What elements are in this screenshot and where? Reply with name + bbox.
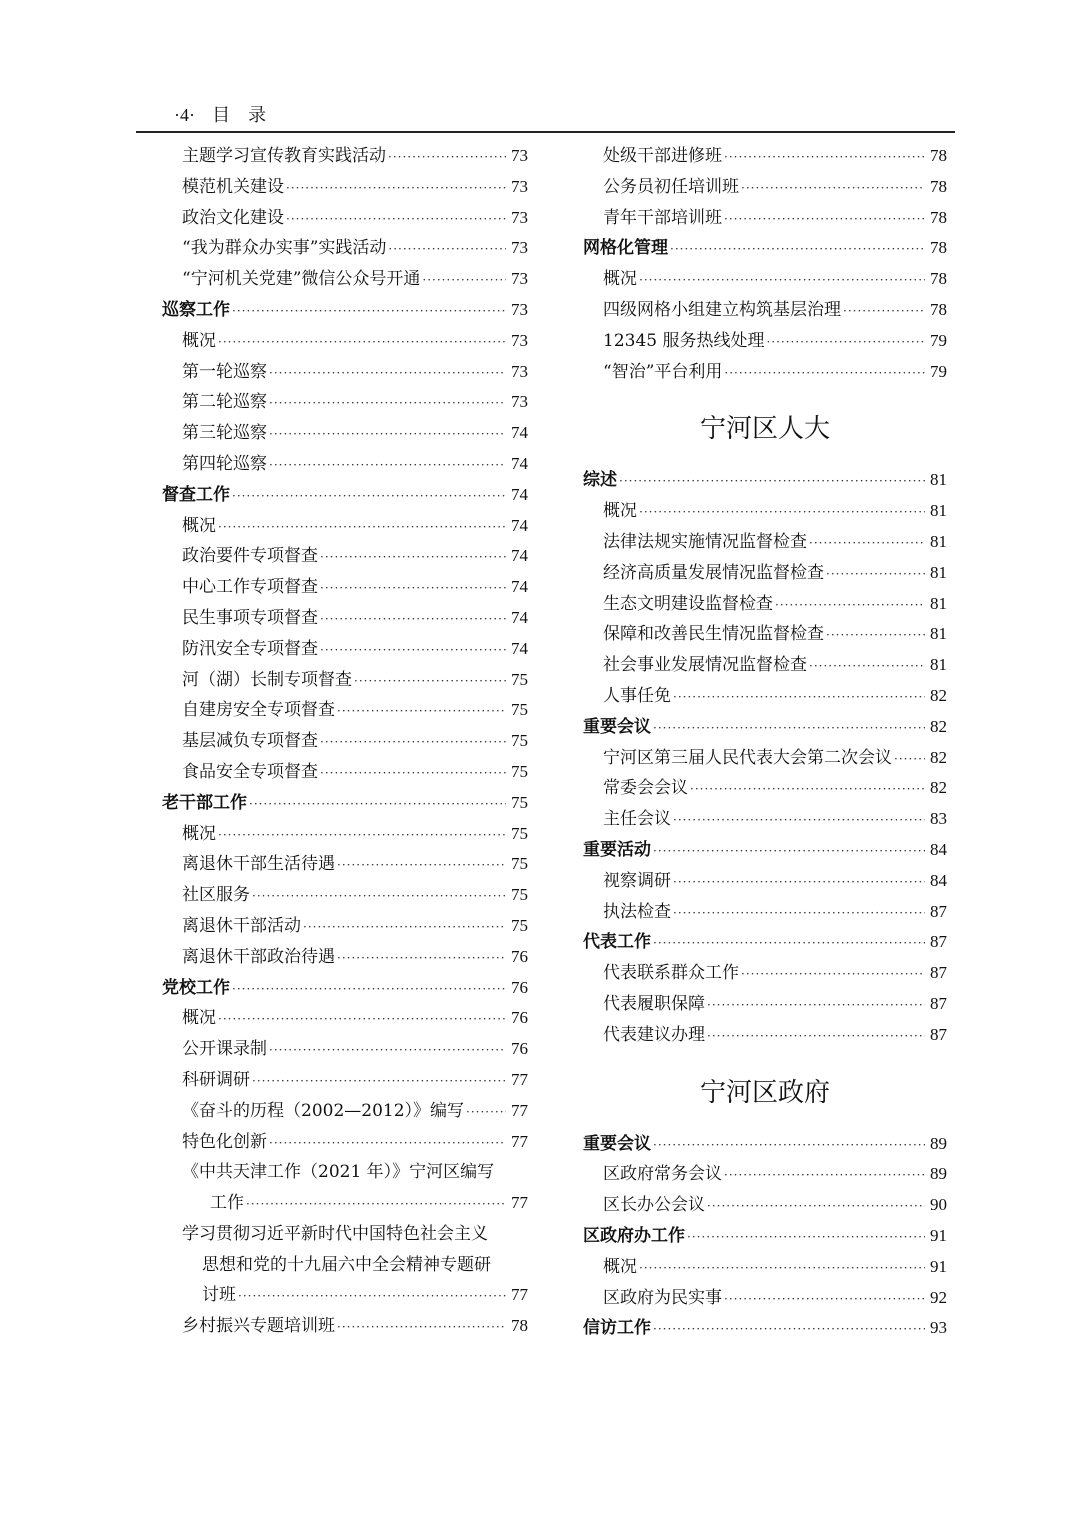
toc-page-number: 81 — [930, 655, 947, 675]
toc-entry-title: 离退休干部活动 — [182, 915, 301, 936]
toc-page-number: 73 — [511, 207, 528, 227]
toc-section-entry — [162, 788, 528, 819]
toc-entry-title: 区长办公会议 — [603, 1195, 705, 1216]
toc-leader-dots — [639, 497, 925, 528]
page-title: 目 录 — [212, 105, 267, 126]
toc-entry — [162, 1219, 528, 1250]
toc-page-number: 90 — [930, 1195, 947, 1215]
toc-entry — [583, 1020, 947, 1051]
toc-page-number: 75 — [511, 700, 528, 720]
toc-entry-title: 代表工作 — [583, 932, 651, 953]
toc-entry — [162, 1250, 528, 1281]
section-title-renda: 宁河区人大 — [699, 414, 830, 445]
toc-entry — [162, 1034, 528, 1065]
toc-leader-dots — [741, 173, 925, 204]
toc-entry — [162, 264, 528, 295]
toc-entry-title: 中心工作专项督查 — [182, 577, 318, 598]
toc-leader-dots — [286, 173, 506, 204]
toc-page-number: 81 — [930, 501, 947, 521]
toc-leader-dots — [653, 836, 925, 867]
toc-entry-title: 离退休干部生活待遇 — [182, 854, 335, 875]
toc-page-number: 73 — [511, 330, 528, 350]
toc-leader-dots — [388, 142, 506, 173]
toc-entry-title: 概况 — [182, 823, 216, 844]
toc-entry — [162, 665, 528, 696]
toc-entry — [583, 897, 947, 928]
toc-page-number: 82 — [930, 778, 947, 798]
toc-entry — [583, 496, 947, 527]
toc-entry-title: 党校工作 — [162, 977, 230, 998]
toc-leader-dots — [653, 928, 925, 959]
toc-entry-title: 四级网格小组建立构筑基层治理 — [603, 299, 841, 320]
toc-leader-dots — [724, 204, 925, 235]
toc-entry — [162, 1157, 528, 1188]
toc-entry-title: 代表联系群众工作 — [603, 963, 739, 984]
toc-entry-title: 概况 — [182, 330, 216, 351]
toc-leader-dots — [320, 573, 506, 604]
toc-leader-dots — [639, 265, 925, 296]
toc-leader-dots — [269, 1128, 506, 1159]
toc-entry — [162, 1280, 528, 1311]
toc-leader-dots — [269, 388, 506, 419]
toc-leader-dots — [354, 666, 506, 697]
toc-entry — [162, 942, 528, 973]
toc-group-a — [583, 141, 947, 387]
toc-leader-dots — [673, 867, 925, 898]
toc-entry — [162, 1127, 528, 1158]
toc-leader-dots — [246, 1189, 506, 1220]
toc-leader-dots — [687, 1222, 925, 1253]
toc-leader-dots — [673, 682, 925, 713]
toc-entry — [162, 233, 528, 264]
toc-section-entry — [583, 233, 947, 264]
toc-entry-title: 防汛安全专项督查 — [182, 638, 318, 659]
toc-section-entry — [583, 712, 947, 743]
toc-entry-title: 宁河区第三届人民代表大会第二次会议 — [603, 747, 892, 768]
toc-section-entry — [583, 1129, 947, 1160]
toc-entry — [162, 172, 528, 203]
toc-leader-dots — [707, 1191, 925, 1222]
toc-page-number: 81 — [930, 562, 947, 582]
toc-entry-title: 常委会会议 — [603, 778, 688, 799]
toc-entry — [162, 849, 528, 880]
toc-entry-title: 保障和改善民生情况监督检查 — [603, 624, 824, 645]
toc-entry — [162, 141, 528, 172]
toc-page-number: 73 — [511, 361, 528, 381]
toc-leader-dots — [320, 604, 506, 635]
toc-entry-title: 《中共天津工作（2021 年）》宁河区编写 — [182, 1162, 495, 1183]
toc-entry — [583, 326, 947, 357]
toc-entry-title: 第四轮巡察 — [182, 453, 267, 474]
toc-entry-title: 政治文化建设 — [182, 207, 284, 228]
toc-entry — [162, 603, 528, 634]
toc-entry-title: 巡察工作 — [162, 299, 230, 320]
toc-entry — [162, 326, 528, 357]
toc-page-number: 74 — [511, 453, 528, 473]
toc-entry-title: 综述 — [583, 470, 617, 491]
toc-page-number: 84 — [930, 839, 947, 859]
toc-leader-dots — [673, 898, 925, 929]
toc-entry-title: 概况 — [603, 1256, 637, 1277]
toc-entry — [162, 203, 528, 234]
toc-page-number: 77 — [511, 1131, 528, 1151]
toc-leader-dots — [826, 559, 925, 590]
toc-page-number: 74 — [511, 577, 528, 597]
toc-leader-dots — [320, 635, 506, 666]
toc-page-number: 78 — [511, 1316, 528, 1336]
section-title-zhengfu: 宁河区政府 — [699, 1077, 830, 1108]
toc-leader-dots — [670, 234, 925, 265]
toc-page-number: 76 — [511, 1008, 528, 1028]
toc-leader-dots — [639, 1253, 925, 1284]
toc-leader-dots — [337, 696, 506, 727]
toc-page-number: 81 — [930, 531, 947, 551]
toc-page-number: 75 — [511, 669, 528, 689]
toc-leader-dots — [422, 265, 506, 296]
toc-entry-title: 公开课录制 — [182, 1039, 267, 1060]
toc-page-number: 77 — [511, 1069, 528, 1089]
toc-page-number: 82 — [930, 685, 947, 705]
toc-entry-title: 人事任免 — [603, 685, 671, 706]
toc-page-number: 77 — [511, 1100, 528, 1120]
toc-entry — [162, 726, 528, 757]
toc-page-number: 87 — [930, 963, 947, 983]
toc-entry-title: 处级干部进修班 — [603, 146, 722, 166]
toc-section-entry — [583, 835, 947, 866]
toc-entry-title: “我为群众办实事”实践活动 — [182, 238, 387, 259]
toc-entry-title: 食品安全专项督查 — [182, 761, 318, 782]
toc-entry — [162, 418, 528, 449]
toc-group-b — [583, 465, 947, 1050]
toc-section-entry — [162, 295, 528, 326]
toc-entry — [162, 1003, 528, 1034]
toc-page-number: 76 — [511, 946, 528, 966]
toc-leader-dots — [269, 358, 506, 389]
toc-entry — [162, 634, 528, 665]
toc-leader-dots — [320, 727, 506, 758]
toc-entry — [583, 773, 947, 804]
toc-leader-dots — [337, 1312, 506, 1343]
toc-page-number: 74 — [511, 607, 528, 627]
toc-page-number: 77 — [511, 1285, 528, 1305]
toc-page-number: 74 — [511, 484, 528, 504]
toc-entry-title: 青年干部培训班 — [603, 207, 722, 228]
toc-entry — [583, 1283, 947, 1314]
toc-entry — [583, 743, 947, 774]
toc-leader-dots — [269, 450, 506, 481]
toc-page-number: 81 — [930, 624, 947, 644]
toc-entry-title: 概况 — [182, 515, 216, 536]
toc-leader-dots — [653, 1130, 925, 1161]
toc-entry-title: 区政府常务会议 — [603, 1164, 722, 1185]
toc-entry-title: 重要活动 — [583, 839, 651, 860]
toc-leader-dots — [320, 758, 506, 789]
toc-entry — [583, 619, 947, 650]
toc-page-number: 73 — [511, 238, 528, 258]
toc-section-entry — [583, 1313, 947, 1344]
toc-leader-dots — [724, 358, 925, 389]
toc-page-number: 75 — [511, 731, 528, 751]
toc-page-number: 75 — [511, 915, 528, 935]
toc-entry-title: “智治”平台利用 — [603, 361, 723, 382]
toc-entry-title: 概况 — [603, 269, 637, 290]
page-header — [174, 100, 266, 130]
toc-entry-title: 代表建议办理 — [603, 1024, 705, 1045]
toc-page-number: 75 — [511, 823, 528, 843]
toc-page-number: 77 — [511, 1193, 528, 1213]
toc-entry-title: 区政府为民实事 — [603, 1287, 722, 1308]
toc-entry — [583, 989, 947, 1020]
toc-page-number: 83 — [930, 809, 947, 829]
toc-entry — [583, 295, 947, 326]
toc-leader-dots — [707, 1021, 925, 1052]
toc-entry-title: 信访工作 — [583, 1318, 651, 1339]
toc-leader-dots — [252, 1066, 506, 1097]
toc-page-number: 87 — [930, 932, 947, 952]
toc-entry-title: 自建房安全专项督查 — [182, 700, 335, 721]
toc-entry-title: 《奋斗的历程（2002—2012）》编写 — [182, 1100, 465, 1121]
toc-page-number: 89 — [930, 1164, 947, 1184]
header-rule — [136, 131, 955, 133]
toc-leader-dots — [232, 481, 506, 512]
toc-page-number: 84 — [930, 870, 947, 890]
toc-page-number: 81 — [930, 593, 947, 613]
toc-entry-title: 民生事项专项督查 — [182, 607, 318, 628]
toc-page-number: 87 — [930, 993, 947, 1013]
toc-page-number: 78 — [930, 238, 947, 258]
toc-leader-dots — [707, 990, 925, 1021]
toc-entry-title: 基层减负专项督查 — [182, 731, 318, 752]
toc-entry-title: 代表履职保障 — [603, 993, 705, 1014]
toc-entry-title: 河（湖）长制专项督查 — [182, 669, 352, 690]
toc-page-number: 74 — [511, 546, 528, 566]
toc-entry — [583, 558, 947, 589]
toc-page-number: 76 — [511, 977, 528, 997]
toc-section-entry — [162, 973, 528, 1004]
toc-section-entry — [583, 1221, 947, 1252]
toc-entry — [583, 264, 947, 295]
toc-page-number: 82 — [930, 747, 947, 767]
toc-page-number: 78 — [930, 299, 947, 319]
toc-entry — [583, 527, 947, 558]
toc-entry-title: 社会事业发展情况监督检查 — [603, 655, 807, 676]
toc-entry-title: 主题学习宣传教育实践活动 — [182, 146, 386, 166]
toc-leader-dots — [619, 466, 925, 497]
toc-entry — [583, 172, 947, 203]
toc-entry-title: 执法检查 — [603, 901, 671, 922]
toc-leader-dots — [653, 1314, 925, 1345]
toc-section-entry — [583, 927, 947, 958]
toc-page-number: 78 — [930, 269, 947, 289]
toc-entry — [583, 1190, 947, 1221]
toc-entry-title: 概况 — [603, 501, 637, 522]
toc-leader-dots — [238, 1281, 506, 1312]
toc-entry-title: 社区服务 — [182, 885, 250, 906]
toc-entry-title: 第二轮巡察 — [182, 392, 267, 413]
toc-leader-dots — [252, 881, 506, 912]
toc-left-column — [162, 141, 528, 1342]
toc-leader-dots — [218, 327, 506, 358]
toc-entry-title: “宁河机关党建”微信公众号开通 — [182, 269, 421, 290]
toc-entry — [162, 819, 528, 850]
toc-page-number: 76 — [511, 1039, 528, 1059]
toc-leader-dots — [894, 744, 925, 775]
toc-entry-title: 科研调研 — [182, 1069, 250, 1090]
toc-entry-title: 生态文明建设监督检查 — [603, 593, 773, 614]
toc-page-number: 78 — [930, 146, 947, 165]
toc-entry-title: 重要会议 — [583, 1133, 651, 1154]
toc-entry-title: 主任会议 — [603, 809, 671, 830]
toc-entry — [583, 804, 947, 835]
toc-entry — [162, 357, 528, 388]
toc-group-c — [583, 1129, 947, 1345]
toc-entry-title: 视察调研 — [603, 870, 671, 891]
page-number: ·4· — [174, 105, 195, 125]
toc-page-number: 74 — [511, 515, 528, 535]
toc-leader-dots — [690, 774, 925, 805]
toc-right-column — [583, 141, 947, 1344]
toc-entry-title: 重要会议 — [583, 716, 651, 737]
toc-entry — [162, 449, 528, 480]
toc-entry — [583, 589, 947, 620]
toc-page-number: 91 — [930, 1225, 947, 1245]
toc-leader-dots — [809, 528, 925, 559]
toc-entry-title: 区政府办工作 — [583, 1225, 685, 1246]
toc-entry — [583, 866, 947, 897]
toc-entry-title: 督查工作 — [162, 484, 230, 505]
toc-leader-dots — [673, 805, 925, 836]
toc-entry — [583, 141, 947, 172]
toc-page-number: 75 — [511, 792, 528, 812]
toc-leader-dots — [320, 542, 506, 573]
toc-entry-title: 特色化创新 — [182, 1131, 267, 1152]
toc-entry-title: 第三轮巡察 — [182, 423, 267, 444]
toc-entry — [162, 757, 528, 788]
toc-page-number: 73 — [511, 269, 528, 289]
toc-leader-dots — [843, 296, 925, 327]
toc-entry — [162, 880, 528, 911]
toc-leader-dots — [303, 912, 506, 943]
toc-leader-dots — [388, 234, 506, 265]
toc-entry-title: 经济高质量发展情况监督检查 — [603, 562, 824, 583]
toc-entry — [162, 695, 528, 726]
toc-leader-dots — [724, 1284, 925, 1315]
toc-section-entry — [162, 480, 528, 511]
toc-entry — [583, 650, 947, 681]
toc-leader-dots — [653, 713, 925, 744]
toc-leader-dots — [232, 974, 506, 1005]
toc-entry-title: 工作 — [210, 1193, 244, 1214]
toc-page-number: 92 — [930, 1287, 947, 1307]
toc-entry — [583, 681, 947, 712]
toc-page-number: 91 — [930, 1256, 947, 1276]
toc-page-number: 89 — [930, 1133, 947, 1153]
toc-page-number: 78 — [930, 207, 947, 227]
toc-leader-dots — [337, 943, 506, 974]
toc-entry-title: 模范机关建设 — [182, 176, 284, 197]
toc-page-number: 75 — [511, 854, 528, 874]
toc-page-number: 74 — [511, 423, 528, 443]
toc-leader-dots — [269, 1035, 506, 1066]
toc-page-number: 73 — [511, 299, 528, 319]
toc-leader-dots — [724, 1160, 925, 1191]
toc-entry — [162, 541, 528, 572]
toc-entry — [162, 387, 528, 418]
toc-entry-title: 网格化管理 — [583, 238, 668, 259]
toc-leader-dots — [826, 620, 925, 651]
toc-page-number: 87 — [930, 1024, 947, 1044]
toc-leader-dots — [466, 1097, 506, 1128]
toc-page-number: 79 — [930, 330, 947, 350]
toc-entry-title: 政治要件专项督查 — [182, 546, 318, 567]
toc-entry-title: 法律法规实施情况监督检查 — [603, 531, 807, 552]
toc-leader-dots — [337, 850, 506, 881]
toc-entry — [583, 357, 947, 388]
toc-entry-title: 乡村振兴专题培训班 — [182, 1316, 335, 1337]
toc-entry — [583, 1159, 947, 1190]
toc-leader-dots — [724, 142, 925, 173]
toc-leader-dots — [766, 327, 925, 358]
toc-leader-dots — [232, 296, 506, 327]
toc-leader-dots — [741, 959, 925, 990]
toc-leader-dots — [249, 789, 506, 820]
toc-leader-dots — [218, 1004, 506, 1035]
toc-entry-title: 学习贯彻习近平新时代中国特色社会主义 — [182, 1223, 488, 1244]
toc-entry-title: 第一轮巡察 — [182, 361, 267, 382]
toc-entry — [162, 911, 528, 942]
toc-entry — [162, 572, 528, 603]
toc-entry-title: 概况 — [182, 1008, 216, 1029]
toc-leader-dots — [286, 204, 506, 235]
toc-entry — [583, 1252, 947, 1283]
toc-leader-dots — [775, 590, 925, 621]
toc-page-number: 73 — [511, 392, 528, 412]
toc-leader-dots — [809, 651, 925, 682]
toc-page-number: 82 — [930, 716, 947, 736]
toc-leader-dots — [269, 419, 506, 450]
toc-section-entry — [583, 465, 947, 496]
toc-entry-title: 12345 服务热线处理 — [603, 330, 765, 351]
toc-entry — [162, 511, 528, 542]
toc-entry — [162, 1096, 528, 1127]
toc-page-number: 78 — [930, 176, 947, 196]
toc-entry-title: 离退休干部政治待遇 — [182, 946, 335, 967]
toc-page-number: 93 — [930, 1318, 947, 1338]
toc-entry — [583, 958, 947, 989]
toc-entry — [162, 1188, 528, 1219]
toc-leader-dots — [218, 512, 506, 543]
toc-entry — [583, 203, 947, 234]
toc-page-number: 74 — [511, 638, 528, 658]
toc-leader-dots — [218, 820, 506, 851]
toc-entry-title: 公务员初任培训班 — [603, 176, 739, 197]
toc-entry — [162, 1311, 528, 1342]
toc-entry-title: 思想和党的十九届六中全会精神专题研 — [202, 1254, 491, 1275]
toc-entry-title: 讨班 — [202, 1285, 236, 1306]
toc-page-number: 81 — [930, 470, 947, 490]
toc-page-number: 73 — [511, 146, 528, 165]
toc-page-number: 75 — [511, 761, 528, 781]
toc-page-number: 87 — [930, 901, 947, 921]
toc-page-number: 79 — [930, 361, 947, 381]
toc-page-number: 73 — [511, 176, 528, 196]
toc-entry — [162, 1065, 528, 1096]
toc-page-number: 75 — [511, 885, 528, 905]
toc-entry-title: 老干部工作 — [162, 792, 247, 813]
